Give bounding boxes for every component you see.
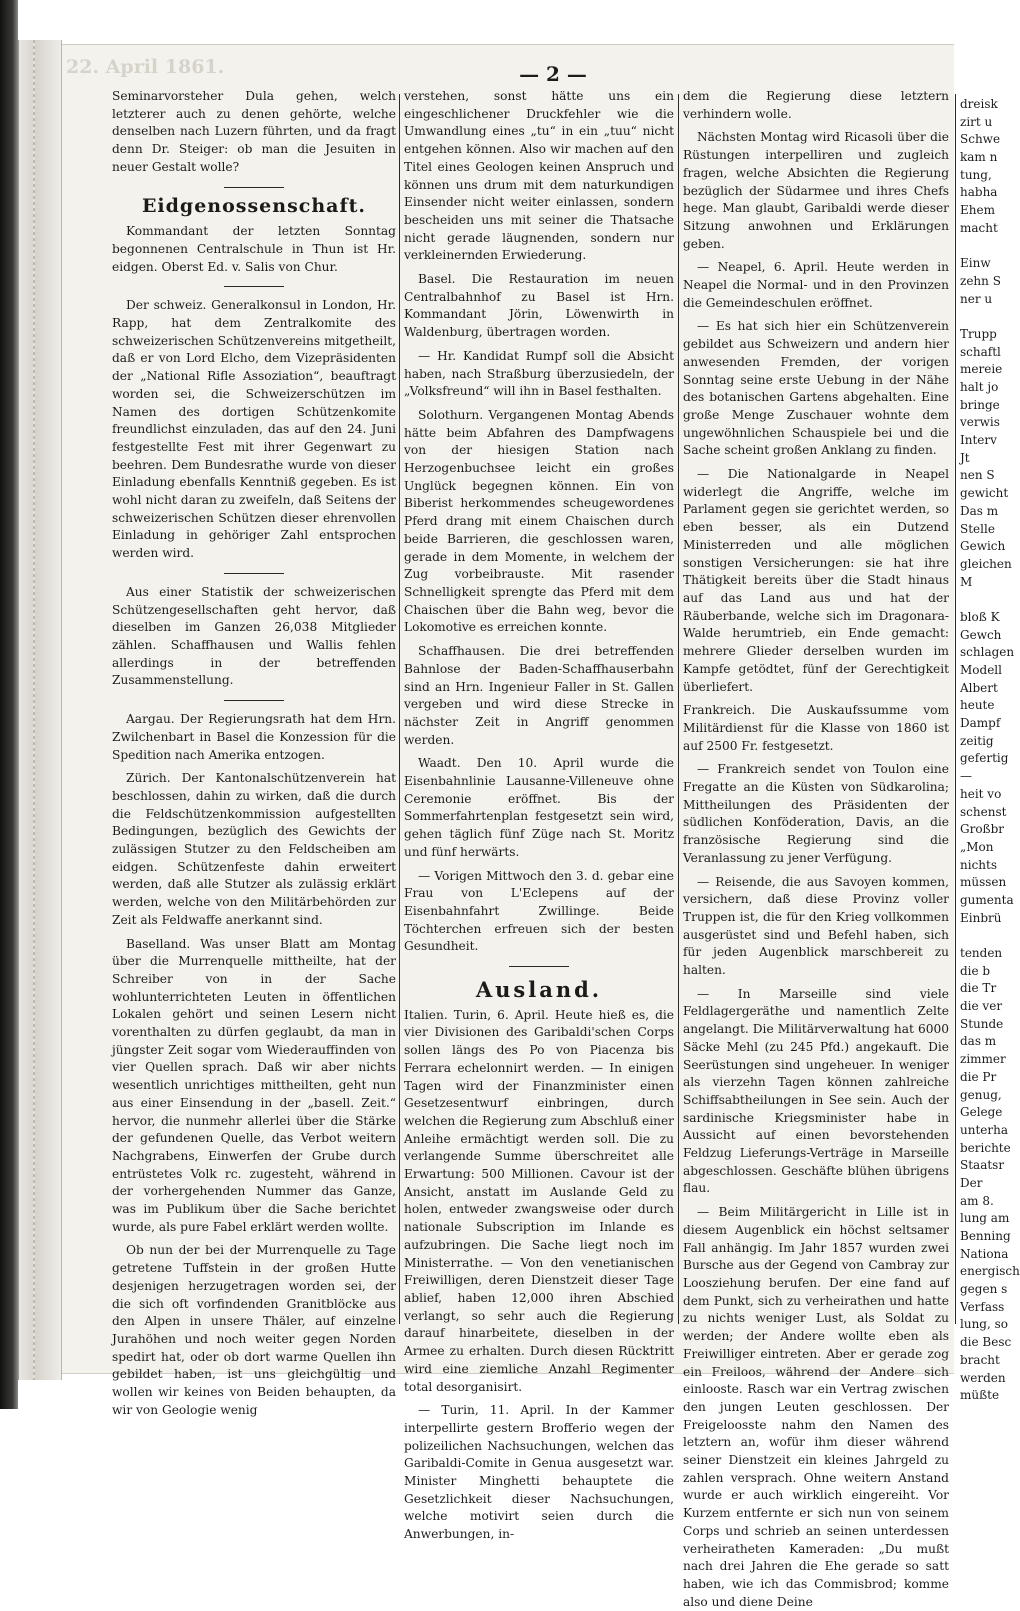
book-spine [18,40,62,1380]
cutoff-line: macht [960,220,998,235]
cutoff-line: unterha [960,1122,1008,1137]
cutoff-line: Einw [960,256,991,271]
cutoff-line: halt jo [960,380,999,394]
paragraph: — In Marseille sind viele Feldlagergeräthe und namentlich Zelte angelangt. Die Militärverwaltung hat 6000 Säcke Mehl (zu 245 Pfd.) angekauft. Die Seerüstungen sind ungeheuer. In weniger als vierzehn Tagen können zahlreiche Schiffsabtheilungen in See sein. Auch der sardinische Kriegsminister habe in Aussicht auf einen bevorstehenden Feldzug Lieferungs-Verträge in Marseille abgeschlossen. Geschäfte blühen übrigens flau. [683,986,949,1196]
cutoff-line: nen S [960,468,995,483]
cutoff-line: Dampf [960,716,1001,731]
cutoff-line: gegen s [960,1282,1008,1297]
cutoff-line: schaftl [960,344,1001,359]
cutoff-line: Gewich [960,539,1006,554]
cutoff-line: Einbrü [960,910,1002,925]
cutoff-line: zehn S [960,273,1001,288]
cutoff-line: gumenta [960,892,1014,907]
cutoff-line: gefertig [960,751,1009,766]
cutoff-line: zeitig [960,733,994,748]
column-rule [955,94,956,1324]
paragraph: Baselland. Was unser Blatt am Montag über die Murrenquelle mittheilte, hat der Schreiber von in der Sache wohlunterrichteten Leuten in öffentlichen Lokalen gehört und seinen Lesern nicht vorenthalten zu dürfen geglaubt, da man in jüngster Zeit sogar vom Wiederauffinden von vier Quellen sprach. Daß wir aber nichts wesentlich unrichtiges mittheilten, geht nun aus einer Einsendung in der „basell. Zeit.“ hervor, die nunmehr allerlei über die Stärke der gefundenen Quelle, das Verbot weitern Nachgrabens, Einwerfen der Grube durch entrüstetes Volk rc. zugesteht, während in der vorhergehenden Nummer das Ganze, was im Publikum über die Sache berichtet wurde, als pure Fabel erklärt werden wollte. [112,936,396,1234]
cutoff-line: genug, [960,1087,1002,1102]
paragraph: Zürich. Der Kantonalschützenverein hat beschlossen, dahin zu wirken, daß die durch die Feldschützenkommission aufgestellten Bedingungen, bezüglich des Gewichts der zulässigen Stutzer zu den Feldscheiben am eidgen. Schützenfeste dahin erweitert werden, daß alle Stutzer als zulässig erklärt werden, welche von den Militärbehörden zur Zeit als Feldwaffe anerkannt sind. [112,771,396,927]
cutoff-line: Gelege [960,1105,1003,1120]
cutoff-line: die Pr [960,1069,997,1084]
paragraph: — Die Nationalgarde in Neapel widerlegt die Angriffe, welche im Parlament gegen sie gerichtet werden, so eben besser, als ein Dutzend Ministerreden und alle möglichen sonstigen Versicherungen: sie hat ihre Thätigkeit bereits über die Stadt hinaus auf das Land aus und hat der Räuberbande, welche sich im Dragonara-Walde herumtrieb, ein Ende gemacht: mehrere Glieder derselben wurden im Kampfe getödtet, fünf der Gerechtigkeit überliefert. [683,467,949,694]
section-heading-ausland: Ausland. [475,977,603,1003]
cutoff-line: Trupp [960,326,997,341]
paragraph: Basel. Die Restauration im neuen Centralbahnhof zu Basel ist Hrn. Kommandant Jörin, Löwenwirth in Waldenburg, übertragen worden. [404,272,674,340]
cutoff-line: werden [960,1370,1006,1385]
cutoff-line: Modell [960,663,1002,677]
page-number: — 2 — [519,62,587,86]
paragraph: Aus einer Statistik der schweizerischen Schützengesellschaften geht hervor, daß dieselben im Ganzen 26,038 Mitglieder zählen. Schaffhausen und Wallis fehlen allerdings in der betreffenden Zusammenstellung. [112,584,396,688]
paragraph: — Vorigen Mittwoch den 3. d. gebar eine Frau von L'Eclepens auf der Eisenbahnfahrt Zwillinge. Beide Töchterchen erfreuen sich der besten Gesundheit. [404,868,674,954]
column-2 [404,88,674,1542]
column-rule [399,94,400,1324]
cutoff-line: gleichen [960,556,1012,571]
paragraph: — Reisende, die aus Savoyen kommen, versichern, daß diese Provinz voller Truppen ist, die für den Krieg vollkommen ausgerüstet sind und Befehl haben, sich für jeden Augenblick marschbereit zu halten. [683,874,949,978]
paragraph: — Hr. Kandidat Rumpf soll die Absicht haben, nach Straßburg überzusiedeln, der „Volksfreund“ will ihn in Basel festhalten. [404,348,674,399]
cutoff-line: habha [960,185,998,200]
cutoff-line: heute [960,698,995,713]
cutoff-line: Der [960,1175,983,1190]
section-heading-eidgenossenschaft: Eidgenossenschaft. [141,194,367,217]
cutoff-line: „Mon [960,839,994,854]
cutoff-line: verwis [960,415,1000,430]
paragraph: dem die Regierung diese letztern verhindern wolle. [683,89,949,121]
cutoff-line: kam n [960,150,998,165]
cutoff-line: Staatsr [960,1158,1005,1173]
cutoff-line: Jt [960,450,970,465]
cutoff-line: — [960,769,972,784]
column-3 [683,88,949,1609]
cutoff-line: dreisk [960,97,998,111]
cutoff-line: die Besc [960,1335,1012,1350]
cutoff-line: die Tr [960,981,997,996]
cutoff-line: Gewch [960,627,1002,642]
paragraph: Nächsten Montag wird Ricasoli über die Rüstungen interpelliren und zugleich fragen, welche Absichten die Regierung bezüglich der Südarmee und ihres Chefs hege. Man glaubt, Garibaldi werde dieser Sitzung anwohnen und Erklärungen geben. [683,130,949,251]
cutoff-line [960,238,1000,256]
cutoff-line: Benning [960,1229,1011,1243]
cutoff-line: bringe [960,397,1000,412]
cutoff-line: Interv [960,433,997,448]
scan-edge-left [0,0,18,1409]
paragraph: Solothurn. Vergangenen Montag Abends hätte beim Abfahren des Dampfwagens von der hiesigen Station nach Herzogenbuchsee leicht ein großes Unglück begegnen können. Ein von Biberist herkommendes scheugewordenes Pferd drang mit einem Chaischen durch beide Barrieren, die geschlossen waren, gerade in dem Momente, in welchem der Zug vorbeibrauste. Mit rasender Schnelligkeit sprengte das Pferd mit dem Chaischen über die Bahn weg, bevor die Lokomotive es erreichen konnte. [404,407,674,635]
column-1 [112,88,396,1417]
cutoff-line: müssen [960,875,1007,890]
cutoff-line: müßte [960,1388,1000,1403]
cutoff-line: Albert [960,680,998,695]
cutoff-line: zimmer [960,1052,1006,1067]
paragraph: — Es hat sich hier ein Schützenverein gebildet aus Schweizern und andern hier anwesenden Fremden, der vorigen Sonntag seine erste Uebung in der Nähe des botanischen Gartens abgehalten. Eine große Menge Zuschauer wohnte dem ungewöhnlichen Schauspiele bei und die Sache scheint großen Anklang zu finden. [683,319,949,458]
cutoff-line: am 8. [960,1193,994,1208]
column-4-cutoff [960,96,1020,1403]
cutoff-line: Stunde [960,1016,1004,1031]
paragraph: Kommandant der letzten Sonntag begonnenen Centralschule in Thun ist Hr. eidgen. Oberst Ed. v. Salis von Chur. [112,224,396,274]
separator [509,966,569,967]
cutoff-line: die ver [960,999,1003,1014]
separator [224,187,284,188]
cutoff-line: gewicht [960,486,1009,501]
cutoff-line: mereie [960,362,1003,377]
cutoff-line: nichts [960,857,997,872]
cutoff-line: lung am [960,1211,1010,1226]
cutoff-line: lung, so [960,1317,1008,1332]
paragraph: — Neapel, 6. April. Heute werden in Neapel die Normal- und in den Provinzen die Gemeindeschulen eröffnet. [683,260,949,310]
cutoff-line: Das m [960,503,999,518]
cutoff-line: zirt u [960,114,993,129]
cutoff-line [960,308,1000,326]
cutoff-line: berichte [960,1140,1011,1155]
cutoff-line: bloß K [960,609,1000,624]
paragraph: Italien. Turin, 6. April. Heute hieß es, die vier Divisionen des Garibaldi'schen Corps sollen längs des Po von Piacenza bis Ferrara echelonnirt werden. — In einigen Tagen wird der Finanzminister einen Gesetzesentwurf einbringen, durch welchen die Regierung zum Abschluß einer Anleihe ermächtigt werden soll. Die zu verlangende Summe überschreitet alle Erwartung: 500 Millionen. Cavour ist der Ansicht, anstatt im Auslande Geld zu holen, entweder zwangsweise oder durch nationale Subscription im Inlande es aufzubringen. Die Sache liegt noch im Ministerrathe. — Von den venetianischen Freiwilligen, deren Dienstzeit dieser Tage ablief, haben 12,000 ihren Abschied verlangt, so sehr auch die Regierung darauf hinarbeitete, dieselben in der Armee zu erhalten. Durch diesen Rücktritt wird eine ziemliche Anzahl Regimenter total desorganisirt. [404,1007,674,1394]
cutoff-line [960,927,1000,945]
cutoff-line: Großbr [960,822,1004,837]
cutoff-line: Verfass [960,1299,1005,1314]
paragraph: Ob nun der bei der Murrenquelle zu Tage getretene Tuffstein in der großen Hutte desjenigen herzugetragen worden sei, der die sich oft vorfindenden Granitblöcke aus den Alpen in unsere Thäler, auf einzelne Jurahöhen und noch weiter gegen Norden spedirt hat, oder ob dort warme Quellen ihn gebildet haben, ist uns gleichgültig und wollen wir keines von Beiden behaupten, da wir von Geologie wenig [112,1243,396,1417]
cutoff-line: Schwe [960,132,1001,147]
paragraph: Frankreich. Die Auskaufssumme vom Militärdienst für die Klasse von 1860 ist auf 2500 Fr. festgesetzt. [683,703,949,753]
cutoff-line: M [960,574,973,589]
cutoff-line: Stelle [960,521,995,536]
cutoff-line: schlagen [960,645,1015,660]
cutoff-line: ner u [960,291,993,306]
paragraph: — Beim Militärgericht in Lille ist in diesem Augenblick ein höchst seltsamer Fall anhängig. Im Jahr 1857 wurden zwei Bursche aus der Gegend von Cambray zur Loosziehung berufen. Der eine fand auf dem Punkt, sich zu verheirathen und hatte zu nichts weniger Lust, als Soldat zu werden; der Andere wollte eben als Freiwilliger eintreten. Aber er gerade zog ein Freiloos, während der Andere sich einlooste. Rasch war ein Vertrag zwischen den jungen Leuten geschlossen. Der Freigeloosste nahm den Namen des letztern an, wofür ihm dieser während seiner Dienstzeit ein kleines Jahrgeld zu zahlen versprach. Ohne weitern Anstand wurde er auch wirklich eingereiht. Vor Kurzem entfernte er sich nun von seinem Corps und schrieb an seinen unterdessen verheiratheten Kameraden: „Du mußt nach drei Jahren die Ehe gerade so satt haben, wie ich das Commisbrod; komme also und diene Deine [683,1205,949,1609]
cutoff-line: energisch [960,1264,1020,1279]
cutoff-line: Ehem [960,203,995,218]
cutoff-line: tung, [960,167,992,182]
cutoff-line: schenst [960,804,1007,819]
cutoff-line: das m [960,1034,997,1049]
cutoff-line: Nationa [960,1246,1009,1261]
separator [224,700,284,701]
column-rule [678,94,679,1324]
paragraph: Aargau. Der Regierungsrath hat dem Hrn. Zwilchenbart in Basel die Konzession für die Spedition nach Amerika entzogen. [112,712,396,762]
paragraph: Der schweiz. Generalkonsul in London, Hr. Rapp, hat dem Zentralkomite des schweizerischen Schützenvereins mitgetheilt, daß er von Lord Elcho, dem Vizepräsidenten der „National Rifle Assoziation“, beauftragt worden sei, die Schweizerschützen im Namen des dortigen Schützenkomite freundlichst einzuladen, das auf den 24. Juni festgestellte Fest mit ihrer Gegenwart zu beehren. Dem Bundesrathe wurde von dieser Einladung ebenfalls Kenntniß gegeben. Es ist wohl nicht daran zu zweifeln, daß Seitens der schweizerischen Schützen dieser ehrenvollen Einladung in gehöriger Zahl entsprochen werden wird. [112,298,396,561]
cutoff-line: bracht [960,1352,1000,1367]
cutoff-line: die b [960,963,991,978]
cutoff-line [960,591,1000,609]
paragraph: — Turin, 11. April. In der Kammer interpellirte gestern Brofferio wegen der polizeilichen Nachsuchungen, welchen das Garibaldi-Comite in Genua ausgesetzt war. Minister Minghetti behauptete die Gesetzlichkeit dieser Nachsuchungen, welche motivirt seien durch die Anwerbungen, in- [404,1403,674,1542]
paragraph: verstehen, sonst hätte uns ein eingeschlichener Druckfehler wie die Umwandlung eines „tu“ in ein „tuu“ nicht entgehen können. Also wir machen auf den Titel eines Geologen keinen Anspruch und können uns drum mit dem naturkundigen Einsender nicht weiter einlassen, sondern bescheiden uns mit seiner die Thatsache nicht gerade läugnenden, sondern nur verkleinernden Erwiederung. [404,89,674,263]
bleed-through-text: 22. April 1861. [66,56,225,78]
cutoff-line: tenden [960,946,1003,960]
separator [224,573,284,574]
paragraph: Seminarvorsteher Dula gehen, welch letzterer auch zu denen gehörte, welche denselben nach Luzern führten, und da fragt denn Dr. Steiger: ob man die Jesuiten in neuer Gestalt wolle? [112,89,396,174]
separator [224,286,284,287]
paragraph: Waadt. Den 10. April wurde die Eisenbahnlinie Lausanne-Villeneuve ohne Ceremonie eröffnet. Bis der Sommerfahrtenplan festgesetzt sein wird, gehen täglich fünf Züge nach St. Moritz und fünf herwärts. [404,756,674,859]
cutoff-line: heit vo [960,786,1002,801]
paragraph: Schaffhausen. Die drei betreffenden Bahnlose der Baden-Schaffhauserbahn sind an Hrn. Ingenieur Faller in St. Gallen vergeben und wird diese Strecke in nächster Zeit in Angriff genommen werden. [404,644,674,747]
paragraph: — Frankreich sendet von Toulon eine Fregatte an die Küsten von Südkarolina; Mittheilungen des Präsidenten der südlichen Konföderation, Davis, an die französische Regierung sind die Veranlassung zu jener Verfügung. [683,762,949,865]
